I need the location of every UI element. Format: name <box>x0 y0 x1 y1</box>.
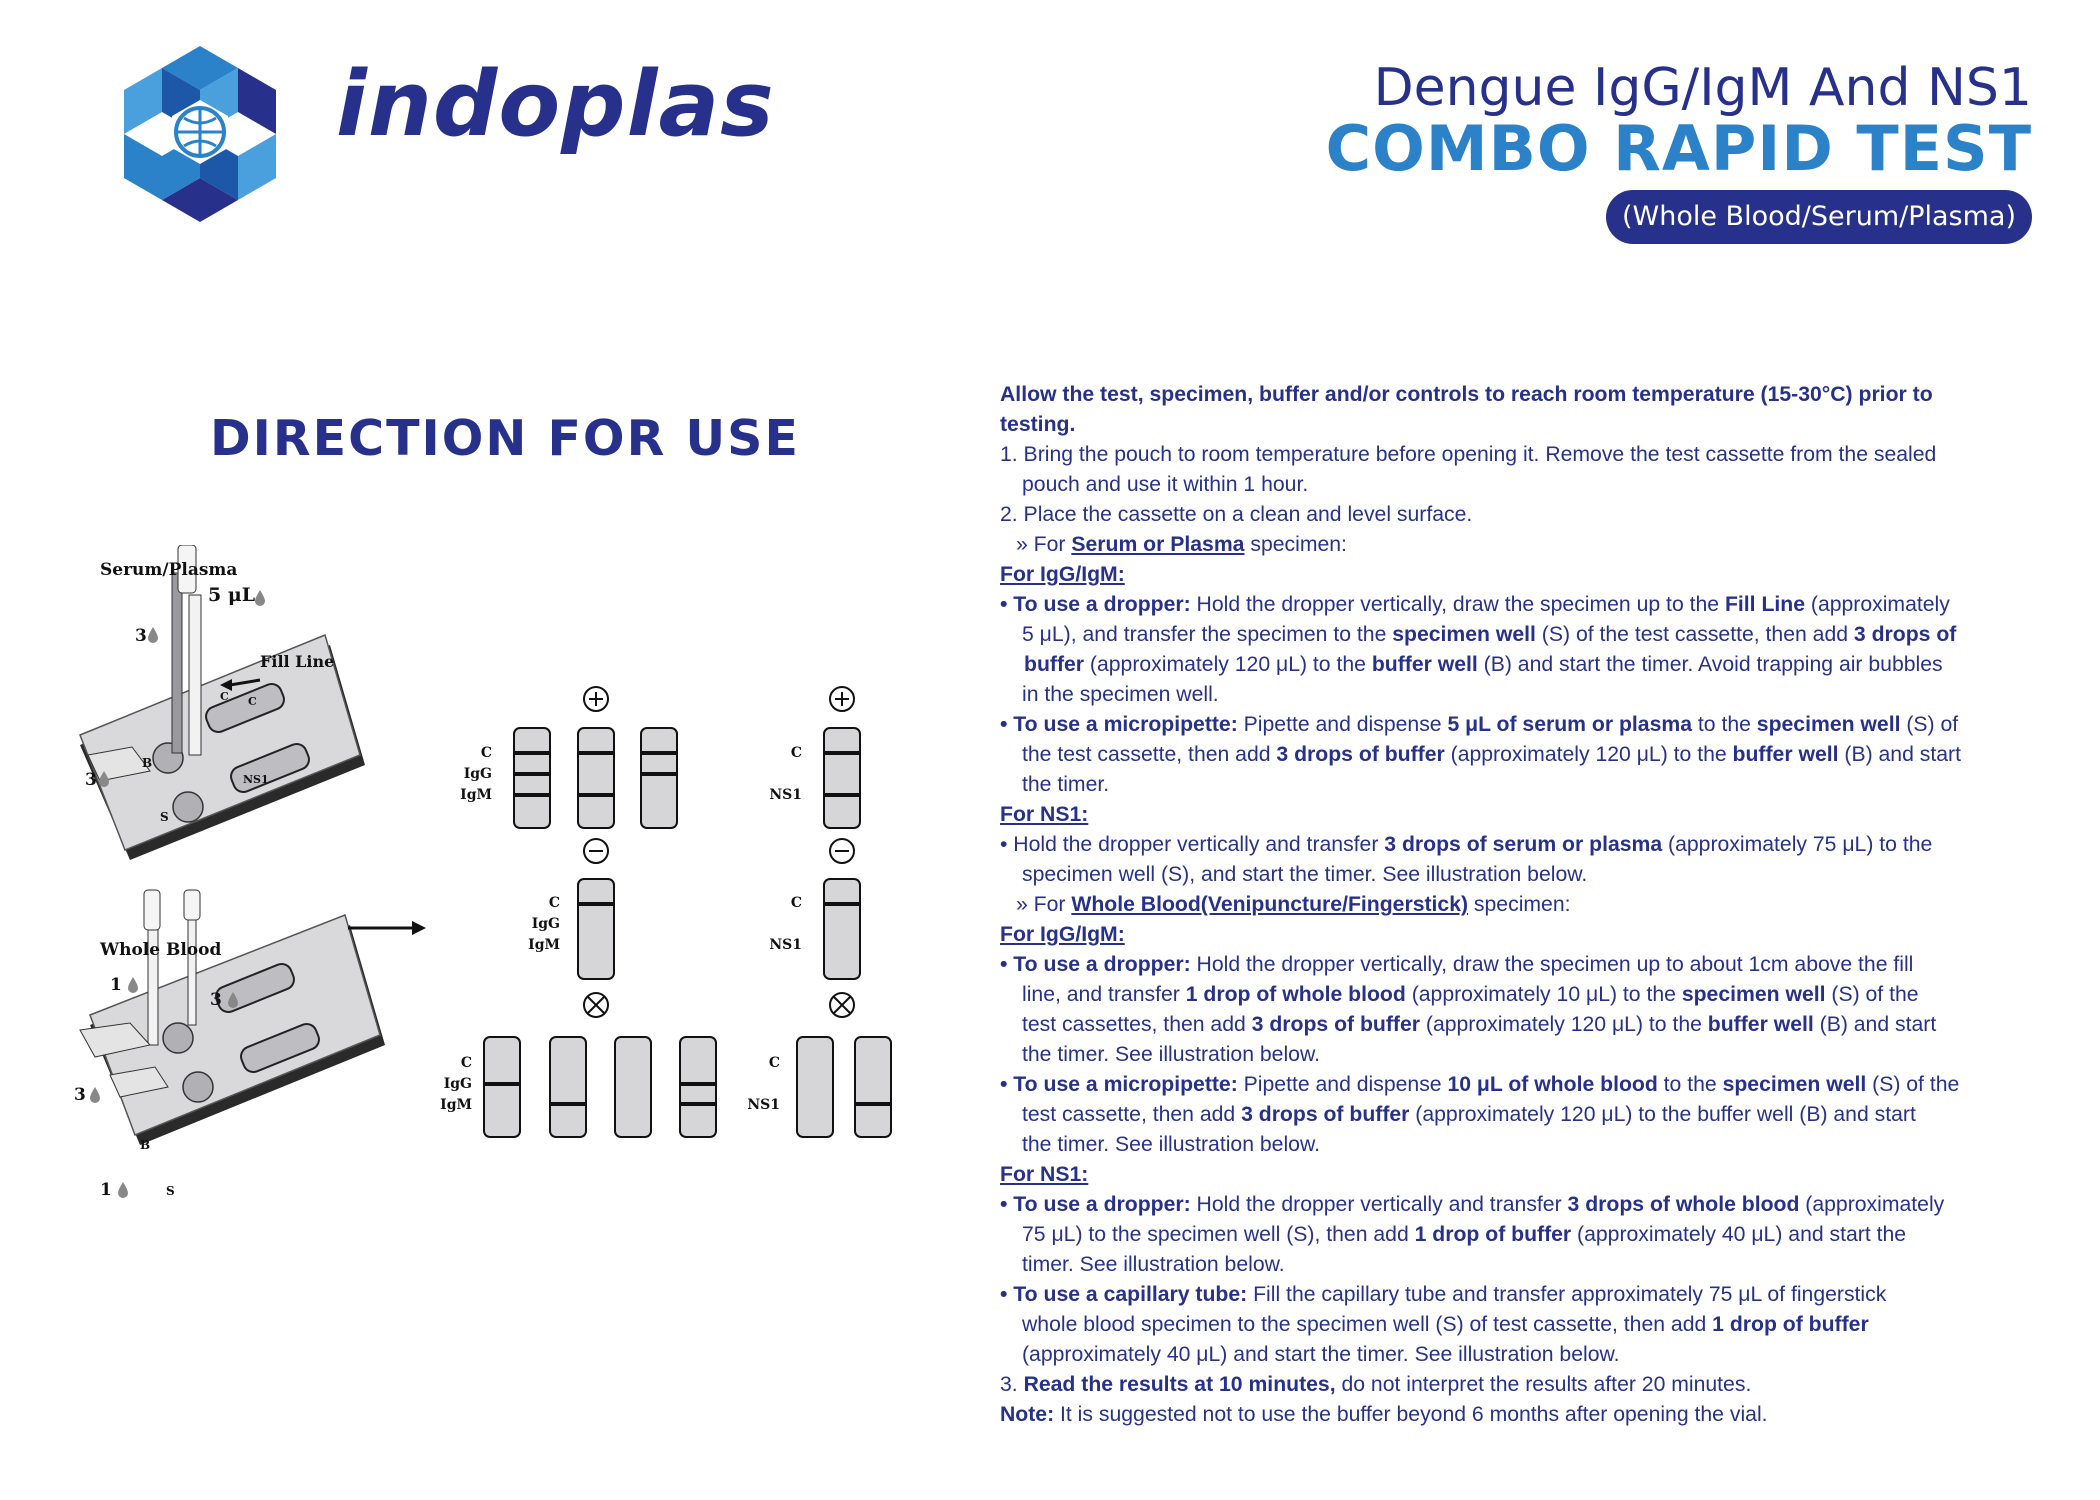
fill-line-label: Fill Line <box>260 652 335 671</box>
step1-line1: 1. Bring the pouch to room temperature before opening it. Remove the test cassette from the sealed <box>1000 443 1937 466</box>
result-igm-label: IgM <box>460 787 492 803</box>
wb-dropper-line4: the timer. See illustration below. <box>1022 1043 1320 1066</box>
ns1-neg-ns1-label: NS1 <box>769 937 802 953</box>
wb-sample-drop-label: 1 <box>110 975 122 995</box>
serum-cassette-c2-label: C <box>248 695 257 708</box>
serum-spec-heading: » For Serum or Plasma specimen: <box>1016 533 1347 556</box>
drop-icon <box>255 590 265 606</box>
brand-name: indoplas <box>336 52 775 157</box>
serum-well-b-label: B <box>142 756 153 770</box>
wb-spec-heading: » For Whole Blood(Venipuncture/Fingerstick) specimen: <box>1016 893 1571 916</box>
inv-igm-label: IgM <box>440 1097 472 1113</box>
step3-line: 3. Read the results at 10 minutes, do not interpret the results after 20 minutes. <box>1000 1373 1752 1396</box>
wb-buffer-drops-label: 3 <box>210 990 222 1010</box>
serum-sample-drops-label: 3 <box>85 770 97 790</box>
wb-pipette-line1: • To use a micropipette: Pipette and dispense 10 μL of whole blood to the specimen well (S) of the <box>1000 1073 1960 1096</box>
direction-title: DIRECTION FOR USE <box>210 410 800 467</box>
wb-ns1-line3: timer. See illustration below. <box>1022 1253 1285 1276</box>
serum-ns1-heading: For NS1: <box>1000 803 1089 826</box>
ns1-inv-ns1-label: NS1 <box>747 1097 780 1113</box>
inv-c-label: C <box>460 1055 472 1071</box>
ns1-inv-c-label: C <box>768 1055 780 1071</box>
serum-pipette-line1: • To use a micropipette: Pipette and dispense 5 μL of serum or plasma to the specimen well (S) of <box>1000 713 1959 736</box>
wb-buffer-drop1-label: 1 <box>100 1180 112 1200</box>
ns1-results <box>797 687 891 1137</box>
whole-blood-cassette <box>80 890 385 1145</box>
wb-dropper-line2: line, and transfer 1 drop of whole blood (approximately 10 μL) to the specimen well (S) of the <box>1022 983 1919 1006</box>
wb-pipette-line3: the timer. See illustration below. <box>1022 1133 1320 1156</box>
ns1-neg-c-label: C <box>790 895 802 911</box>
wb-dropper-line3: test cassettes, then add 3 drops of buffer (approximately 120 μL) to the buffer well (B) and start <box>1022 1013 1937 1036</box>
result-igg-label: IgG <box>463 766 492 782</box>
capillary-line1: • To use a capillary tube: Fill the capillary tube and transfer approximately 75 μL of fingerstick <box>1000 1283 1887 1306</box>
inv-igg-label: IgG <box>443 1076 472 1092</box>
ns1-pos-ns1-label: NS1 <box>769 787 802 803</box>
wb-ns1-line1: • To use a dropper: Hold the dropper vertically and transfer 3 drops of whole blood (approximately <box>1000 1193 1945 1216</box>
step1-line2: pouch and use it within 1 hour. <box>1022 473 1309 496</box>
serum-dropper-line4: in the specimen well. <box>1022 683 1219 706</box>
product-title-line1: Dengue IgG/IgM And NS1 <box>1373 58 2032 118</box>
wb-ns1-line2: 75 μL) to the specimen well (S), then add 1 drop of buffer (approximately 40 μL) and start the <box>1022 1223 1907 1246</box>
serum-dropper-line1: • To use a dropper: Hold the dropper vertically, draw the specimen up to the Fill Line (approximately <box>1000 593 1950 616</box>
serum-ns1-line1: • Hold the dropper vertically and transfer 3 drops of serum or plasma (approximately 75 μL) to the <box>1000 833 1933 856</box>
serum-plasma-label: Serum/Plasma <box>100 560 238 580</box>
result-c-label: C <box>480 745 492 761</box>
intro-line: Allow the test, specimen, buffer and/or controls to reach room temperature (15-30°C) prior to <box>1000 383 1933 406</box>
serum-ns1-line2: specimen well (S), and start the timer. See illustration below. <box>1022 863 1588 886</box>
neg-c-label: C <box>548 895 560 911</box>
capillary-line3: (approximately 40 μL) and start the timer. See illustration below. <box>1022 1343 1620 1366</box>
serum-cassette-ns1-label: NS1 <box>243 773 269 786</box>
procedure-illustration <box>60 545 920 1245</box>
serum-dropper-line3: buffer (approximately 120 μL) to the buffer well (B) and start the timer. Avoid trapping air bubbles <box>1024 653 1943 676</box>
ns1-pos-c-label: C <box>790 745 802 761</box>
note-line: Note: It is suggested not to use the buffer beyond 6 months after opening the vial. <box>1000 1403 1768 1426</box>
neg-igg-label: IgG <box>531 916 560 932</box>
instructions-text <box>1000 380 2055 1430</box>
serum-buffer-drops-label: 3 <box>135 626 147 646</box>
drop-icon <box>148 627 158 643</box>
whole-blood-label: Whole Blood <box>100 940 222 960</box>
volume-5ul-label: 5 μL <box>208 584 256 606</box>
drop-icon <box>128 977 138 993</box>
igg-igm-results <box>484 687 716 1137</box>
drop-icon <box>118 1182 128 1198</box>
wb-buffer-drops2-label: 3 <box>74 1085 86 1105</box>
wb-well-b-label: B <box>140 1138 151 1152</box>
specimen-type-badge: (Whole Blood/Serum/Plasma) <box>1606 190 2032 244</box>
serum-well-s-label: S <box>160 810 169 824</box>
wb-ns1-heading: For NS1: <box>1000 1163 1089 1186</box>
product-title-line2: COMBO RAPID TEST <box>1325 112 2032 185</box>
serum-pipette-line3: the timer. <box>1022 773 1110 796</box>
serum-pipette-line2: the test cassette, then add 3 drops of buffer (approximately 120 μL) to the buffer well (B) and start <box>1022 743 1961 766</box>
serum-cassette-c-label: C <box>220 690 229 703</box>
neg-igm-label: IgM <box>528 937 560 953</box>
serum-igg-igm-heading: For IgG/IgM: <box>1000 563 1125 586</box>
wb-dropper-line1: • To use a dropper: Hold the dropper vertically, draw the specimen up to about 1cm above the fill <box>1000 953 1914 976</box>
wb-igg-igm-heading: For IgG/IgM: <box>1000 923 1125 946</box>
serum-dropper-line2: 5 μL), and transfer the specimen to the specimen well (S) of the test cassette, then add 3 drops of <box>1022 623 1957 646</box>
drop-icon <box>90 1087 100 1103</box>
capillary-line2: whole blood specimen to the specimen well (S) of test cassette, then add 1 drop of buffer <box>1022 1313 1869 1336</box>
cube-globe-logo-icon <box>108 42 293 224</box>
step2-line: 2. Place the cassette on a clean and level surface. <box>1000 503 1473 526</box>
intro-line2: testing. <box>1000 413 1076 436</box>
wb-well-s-label: S <box>166 1184 175 1198</box>
wb-pipette-line2: test cassette, then add 3 drops of buffer (approximately 120 μL) to the buffer well (B) and start <box>1022 1103 1916 1126</box>
